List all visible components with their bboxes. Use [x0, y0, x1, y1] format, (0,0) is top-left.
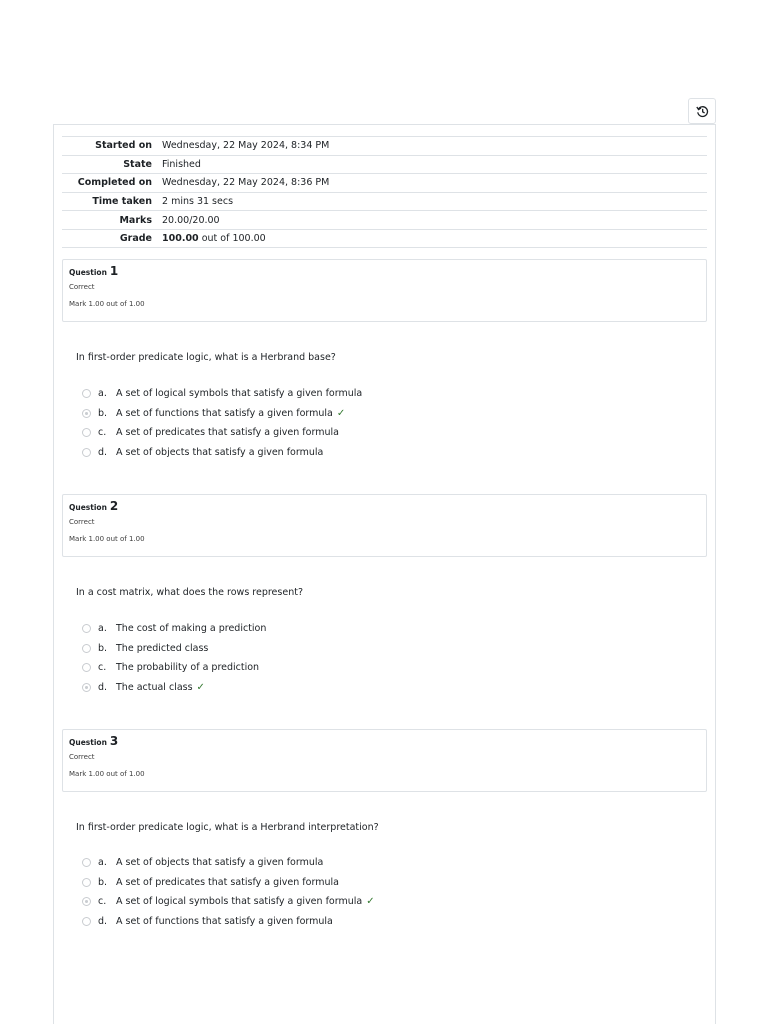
answer-text: The predicted class	[116, 642, 209, 654]
radio-button-selected[interactable]	[82, 683, 91, 692]
question-state: Correct	[69, 753, 95, 761]
answer-text: A set of predicates that satisfy a given formula	[116, 876, 339, 888]
radio-button[interactable]	[82, 858, 91, 867]
answer-letter: a.	[98, 388, 107, 400]
answer-text: The cost of making a prediction	[116, 623, 267, 635]
answer-text: A set of predicates that satisfy a given formula	[116, 427, 339, 439]
question-label: Question	[69, 738, 107, 747]
radio-button[interactable]	[82, 663, 91, 672]
summary-row-marks	[62, 210, 707, 229]
radio-button-selected[interactable]	[82, 897, 91, 906]
answer-letter: d.	[98, 681, 108, 693]
summary-value: Finished	[162, 158, 201, 170]
answer-option[interactable]	[82, 658, 482, 678]
radio-button[interactable]	[82, 448, 91, 457]
answer-text: A set of functions that satisfy a given formula	[116, 407, 333, 419]
question-label: Question	[69, 268, 107, 277]
summary-row-completed	[62, 173, 707, 192]
answer-letter: c.	[98, 896, 107, 908]
summary-value: Wednesday, 22 May 2024, 8:34 PM	[162, 140, 330, 152]
summary-label: Completed on	[77, 177, 152, 189]
answer-letter: d.	[98, 446, 108, 458]
answer-text: A set of objects that satisfy a given formula	[116, 446, 324, 458]
answer-text: A set of logical symbols that satisfy a given formula	[116, 896, 363, 908]
question-text: In a cost matrix, what does the rows represent?	[76, 587, 303, 598]
answer-text: A set of logical symbols that satisfy a given formula	[116, 388, 363, 400]
grade-score: 100.00	[162, 232, 199, 244]
answer-text: A set of objects that satisfy a given formula	[116, 857, 324, 869]
answer-option[interactable]	[82, 873, 482, 893]
question-number	[69, 734, 700, 750]
radio-button[interactable]	[82, 644, 91, 653]
answer-option[interactable]	[82, 619, 482, 639]
answer-letter: b.	[98, 407, 108, 419]
answer-option[interactable]	[82, 404, 482, 424]
question-info-box	[62, 259, 707, 322]
radio-button[interactable]	[82, 917, 91, 926]
answer-letter: b.	[98, 876, 108, 888]
answer-option[interactable]	[82, 384, 482, 404]
history-icon	[696, 105, 709, 118]
summary-label: State	[123, 158, 152, 170]
answer-option[interactable]	[82, 678, 482, 698]
answer-option[interactable]	[82, 912, 482, 932]
radio-button[interactable]	[82, 878, 91, 887]
question-number	[69, 499, 700, 515]
radio-button[interactable]	[82, 428, 91, 437]
question-num: 2	[109, 499, 119, 513]
question-info-box	[62, 729, 707, 792]
summary-value: 20.00/20.00	[162, 214, 220, 226]
question-text: In first-order predicate logic, what is a Herbrand interpretation?	[76, 822, 379, 833]
answer-option[interactable]	[82, 853, 482, 873]
summary-row-started	[62, 136, 707, 155]
summary-label: Grade	[119, 232, 152, 244]
question-mark: Mark 1.00 out of 1.00	[69, 300, 145, 308]
answer-text: A set of functions that satisfy a given formula	[116, 915, 333, 927]
summary-value	[162, 233, 707, 244]
summary-label: Time taken	[92, 196, 152, 208]
summary-value: 2 mins 31 secs	[162, 196, 234, 208]
answer-letter: c.	[98, 662, 107, 674]
attempt-summary-table	[62, 136, 707, 248]
answer-text: The actual class	[116, 681, 193, 693]
summary-row-time	[62, 192, 707, 211]
summary-row-grade	[62, 229, 707, 248]
check-icon: ✓	[196, 681, 205, 693]
answer-list	[82, 384, 482, 462]
answer-list	[82, 853, 482, 931]
question-number	[69, 264, 700, 280]
radio-button-selected[interactable]	[82, 409, 91, 418]
answer-text: The probability of a prediction	[116, 662, 260, 674]
answer-list	[82, 619, 482, 697]
question-num: 3	[109, 734, 119, 748]
question-mark: Mark 1.00 out of 1.00	[69, 535, 145, 543]
summary-row-state	[62, 155, 707, 174]
summary-label: Started on	[95, 140, 152, 152]
question-info-box	[62, 494, 707, 557]
check-icon: ✓	[366, 896, 375, 908]
radio-button[interactable]	[82, 624, 91, 633]
grade-out-of: out of 100.00	[198, 232, 266, 244]
question-num: 1	[109, 264, 119, 278]
question-text: In first-order predicate logic, what is a Herbrand base?	[76, 352, 336, 363]
question-label: Question	[69, 503, 107, 512]
answer-option[interactable]	[82, 443, 482, 463]
answer-option[interactable]	[82, 423, 482, 443]
question-mark: Mark 1.00 out of 1.00	[69, 770, 145, 778]
answer-letter: a.	[98, 857, 107, 869]
answer-letter: b.	[98, 642, 108, 654]
question-state: Correct	[69, 518, 95, 526]
answer-option[interactable]	[82, 639, 482, 659]
check-icon: ✓	[336, 407, 346, 419]
answer-letter: d.	[98, 915, 108, 927]
question-state: Correct	[69, 283, 95, 291]
answer-letter: a.	[98, 623, 107, 635]
summary-value: Wednesday, 22 May 2024, 8:36 PM	[162, 177, 330, 189]
answer-option[interactable]	[82, 892, 482, 912]
history-button[interactable]	[688, 98, 716, 124]
answer-letter: c.	[98, 427, 107, 439]
summary-label: Marks	[119, 214, 152, 226]
radio-button[interactable]	[82, 389, 91, 398]
